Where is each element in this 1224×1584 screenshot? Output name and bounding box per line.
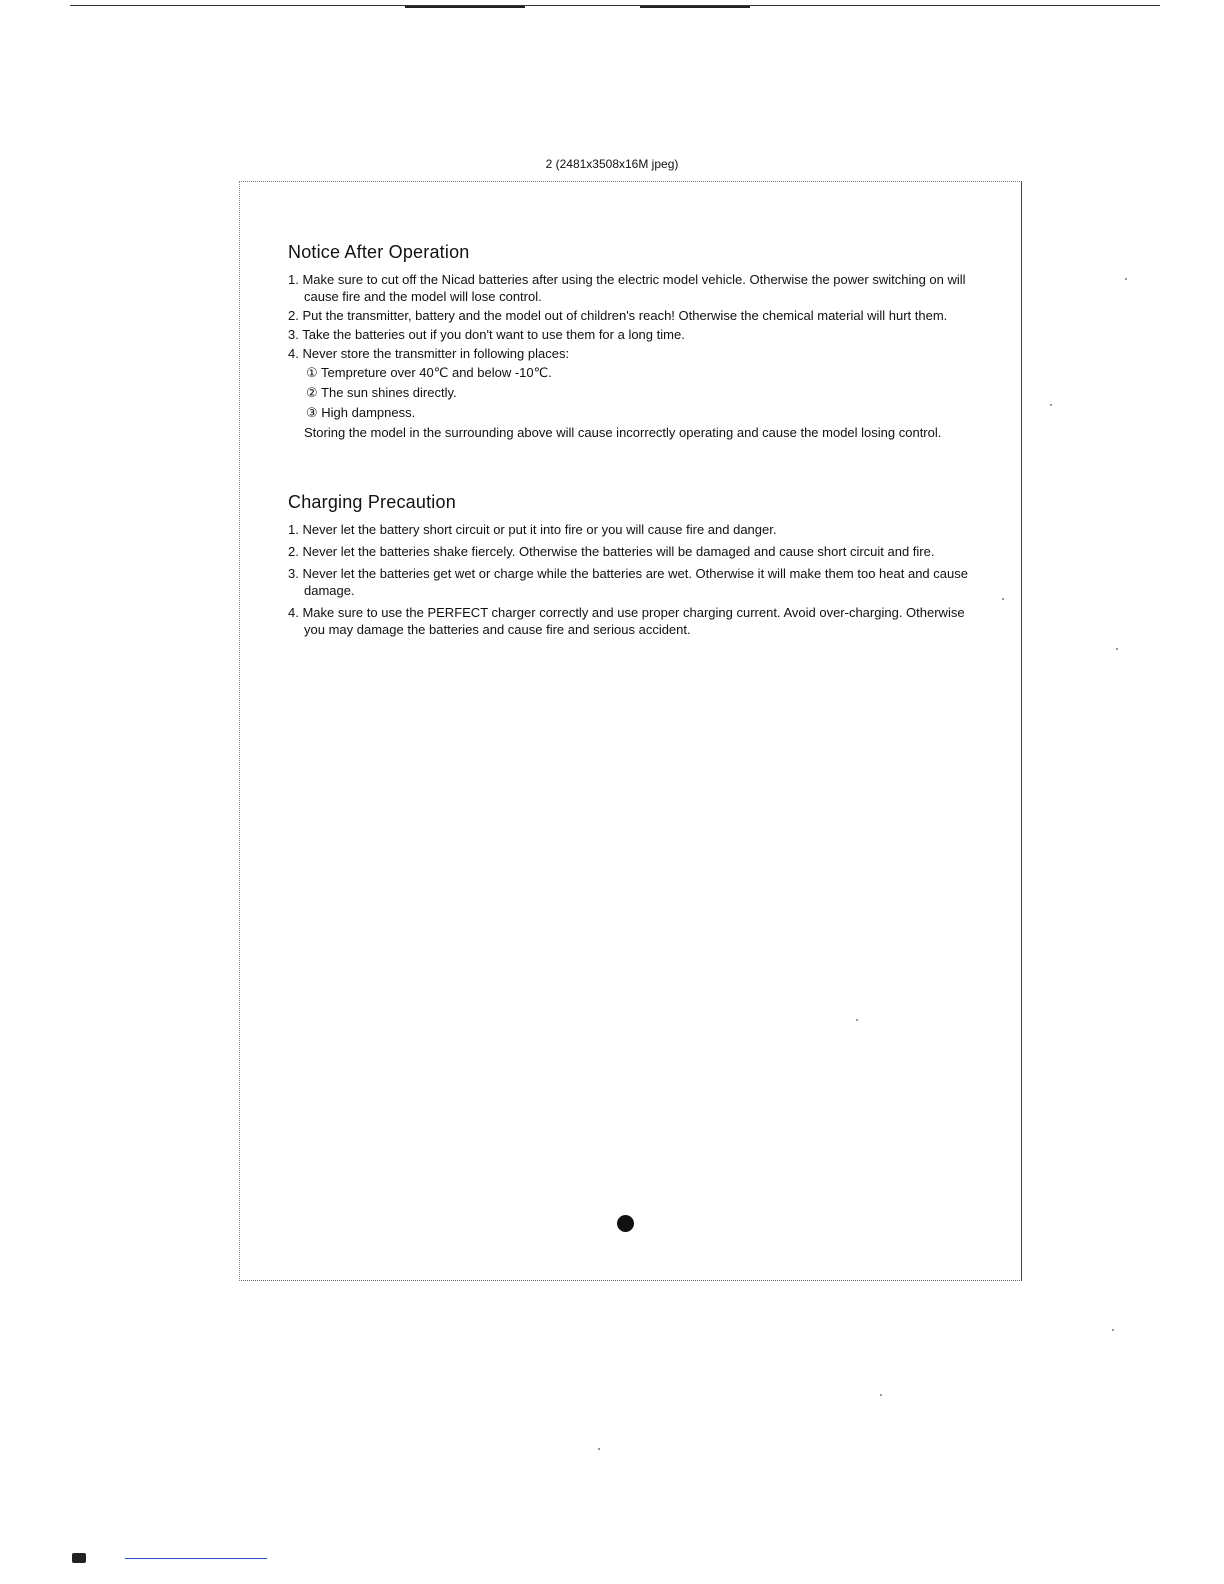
storage-note: Storing the model in the surrounding above will cause incorrectly operating and cause the model losing control.	[304, 425, 942, 440]
scan-speck	[856, 1019, 858, 1021]
scan-speck	[1125, 278, 1127, 280]
storage-places-list	[288, 364, 988, 421]
scan-speck	[598, 1448, 600, 1450]
scan-artifact-line	[70, 5, 1160, 6]
scan-artifact-line	[405, 6, 525, 8]
list-item: 3. Never let the batteries get wet or charge while the batteries are wet. Otherwise it will make them too heat and cause damage.	[288, 566, 968, 598]
notice-list	[288, 271, 988, 362]
list-item: ③ High dampness.	[306, 405, 416, 420]
list-item: 1. Make sure to cut off the Nicad batteries after using the electric model vehicle. Otherwise the power switching on will cause fire and the model will lose control.	[288, 272, 966, 304]
charging-precaution-section	[288, 492, 988, 643]
list-item: ② The sun shines directly.	[306, 385, 457, 400]
list-item: 3. Take the batteries out if you don't want to use them for a long time.	[288, 327, 685, 342]
page-number-dot	[617, 1215, 634, 1232]
scan-speck	[1112, 1329, 1114, 1331]
scan-speck	[1002, 598, 1004, 600]
scan-speck	[1050, 404, 1052, 406]
list-item: 2. Never let the batteries shake fiercely. Otherwise the batteries will be damaged and cause short circuit and fire.	[288, 544, 935, 559]
list-item: 2. Put the transmitter, battery and the model out of children's reach! Otherwise the chemical material will hurt them.	[288, 308, 948, 323]
section-title: Notice After Operation	[288, 242, 470, 262]
list-item: ① Tempreture over 40℃ and below -10℃.	[306, 365, 552, 380]
charging-list	[288, 521, 988, 638]
scan-speck	[72, 1553, 86, 1563]
scan-artifact-line	[125, 1558, 267, 1559]
section-title: Charging Precaution	[288, 492, 456, 512]
scan-speck	[1116, 648, 1118, 650]
notice-after-operation-section	[288, 242, 988, 441]
scan-artifact-line	[640, 6, 750, 8]
list-item: 1. Never let the battery short circuit or put it into fire or you will cause fire and danger.	[288, 522, 777, 537]
list-item: 4. Make sure to use the PERFECT charger correctly and use proper charging current. Avoid over-charging. Otherwise you may damage the batteries and cause fire and serious accident.	[288, 605, 965, 637]
list-item: 4. Never store the transmitter in following places:	[288, 346, 570, 361]
page-caption: 2 (2481x3508x16M jpeg)	[545, 157, 679, 171]
scan-speck	[880, 1394, 882, 1396]
